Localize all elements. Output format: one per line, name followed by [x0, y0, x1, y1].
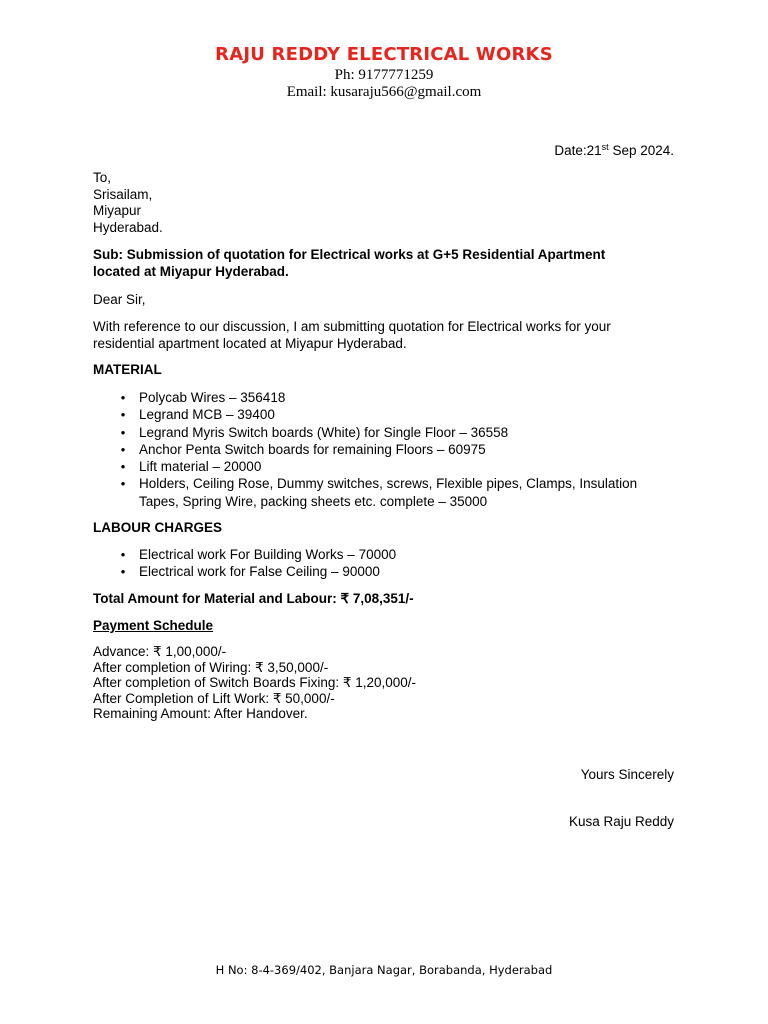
company-email: Email: kusaraju566@gmail.com: [286, 84, 482, 100]
bullet-icon: •: [120, 424, 126, 440]
bullet-icon: •: [120, 459, 126, 475]
bullet-icon: •: [120, 564, 126, 580]
bullet-icon: •: [120, 390, 126, 405]
payment-line: After Completion of Lift Work: ₹ 50,000/-: [93, 690, 335, 706]
recipient-line: Srisailam,: [93, 186, 153, 202]
date-rest: Sep 2024.: [608, 143, 674, 158]
footer-address: H No: 8-4-369/402, Banjara Nagar, Borabanda, Hyderabad: [215, 963, 553, 977]
salutation-text: Dear Sir,: [93, 292, 146, 307]
date-prefix: Date:21: [554, 143, 602, 158]
material-item-text: Tapes, Spring Wire, packing sheets etc. complete – 35000: [139, 493, 488, 509]
labour-item-text: Electrical work for False Ceiling – 90000: [139, 564, 380, 580]
company-phone: Ph: 9177771259: [334, 67, 434, 83]
material-item-text: Anchor Penta Switch boards for remaining Floors – 60975: [139, 441, 486, 457]
intro-text: residential apartment located at Miyapur Hyderabad.: [93, 335, 407, 351]
list-item: [117, 458, 677, 475]
subject-text: located at Miyapur Hyderabad.: [93, 263, 289, 279]
bullet-icon: •: [120, 547, 126, 562]
company-name: RAJU REDDY ELECTRICAL WORKS: [215, 44, 553, 65]
payment-line: Advance: ₹ 1,00,000/-: [93, 644, 227, 659]
salutation: [93, 292, 683, 309]
closing: Yours Sincerely: [580, 767, 674, 782]
list-item: [117, 406, 677, 423]
material-heading: MATERIAL: [93, 362, 162, 377]
material-item-text: Polycab Wires – 356418: [139, 390, 286, 405]
intro-paragraph: [93, 319, 683, 352]
bullet-icon: •: [120, 476, 126, 492]
payment-line: After completion of Wiring: ₹ 3,50,000/-: [93, 659, 329, 675]
labour-list: [117, 546, 677, 581]
list-item: [117, 424, 677, 441]
payment-schedule: [93, 644, 683, 722]
payment-line: Remaining Amount: After Handover.: [93, 706, 308, 721]
list-item: [117, 546, 677, 563]
signatory-name: Kusa Raju Reddy: [568, 814, 674, 829]
letter-date: [554, 143, 674, 158]
recipient-address: [93, 170, 683, 236]
labour-heading: LABOUR CHARGES: [93, 520, 223, 535]
list-item: [117, 441, 677, 458]
labour-item-text: Electrical work For Building Works – 70000: [139, 547, 397, 562]
list-item: [117, 475, 677, 510]
total-amount: Total Amount for Material and Labour: ₹ 7,08,351/-: [93, 591, 414, 606]
material-item-text: Legrand MCB – 39400: [139, 407, 275, 423]
subject-text: Sub: Submission of quotation for Electrical works at G+5 Residential Apartment: [93, 247, 606, 262]
payment-heading: Payment Schedule: [93, 618, 214, 633]
material-item-text: Lift material – 20000: [139, 459, 262, 475]
recipient-line: To,: [93, 170, 112, 185]
recipient-line: Miyapur: [93, 203, 142, 218]
date-ordinal: st: [601, 142, 609, 152]
material-item-text: Legrand Myris Switch boards (White) for Single Floor – 36558: [139, 424, 509, 440]
list-item: [117, 563, 677, 580]
bullet-icon: •: [120, 441, 126, 457]
intro-text: With reference to our discussion, I am submitting quotation for Electrical works for your: [93, 319, 611, 334]
material-item-text: Holders, Ceiling Rose, Dummy switches, screws, Flexible pipes, Clamps, Insulation: [139, 476, 638, 492]
subject-line: [93, 247, 683, 280]
payment-line: After completion of Switch Boards Fixing: ₹ 1,20,000/-: [93, 675, 416, 690]
recipient-line: Hyderabad.: [93, 219, 163, 235]
list-item: [117, 389, 677, 406]
bullet-icon: •: [120, 407, 126, 423]
material-list: [117, 389, 677, 510]
